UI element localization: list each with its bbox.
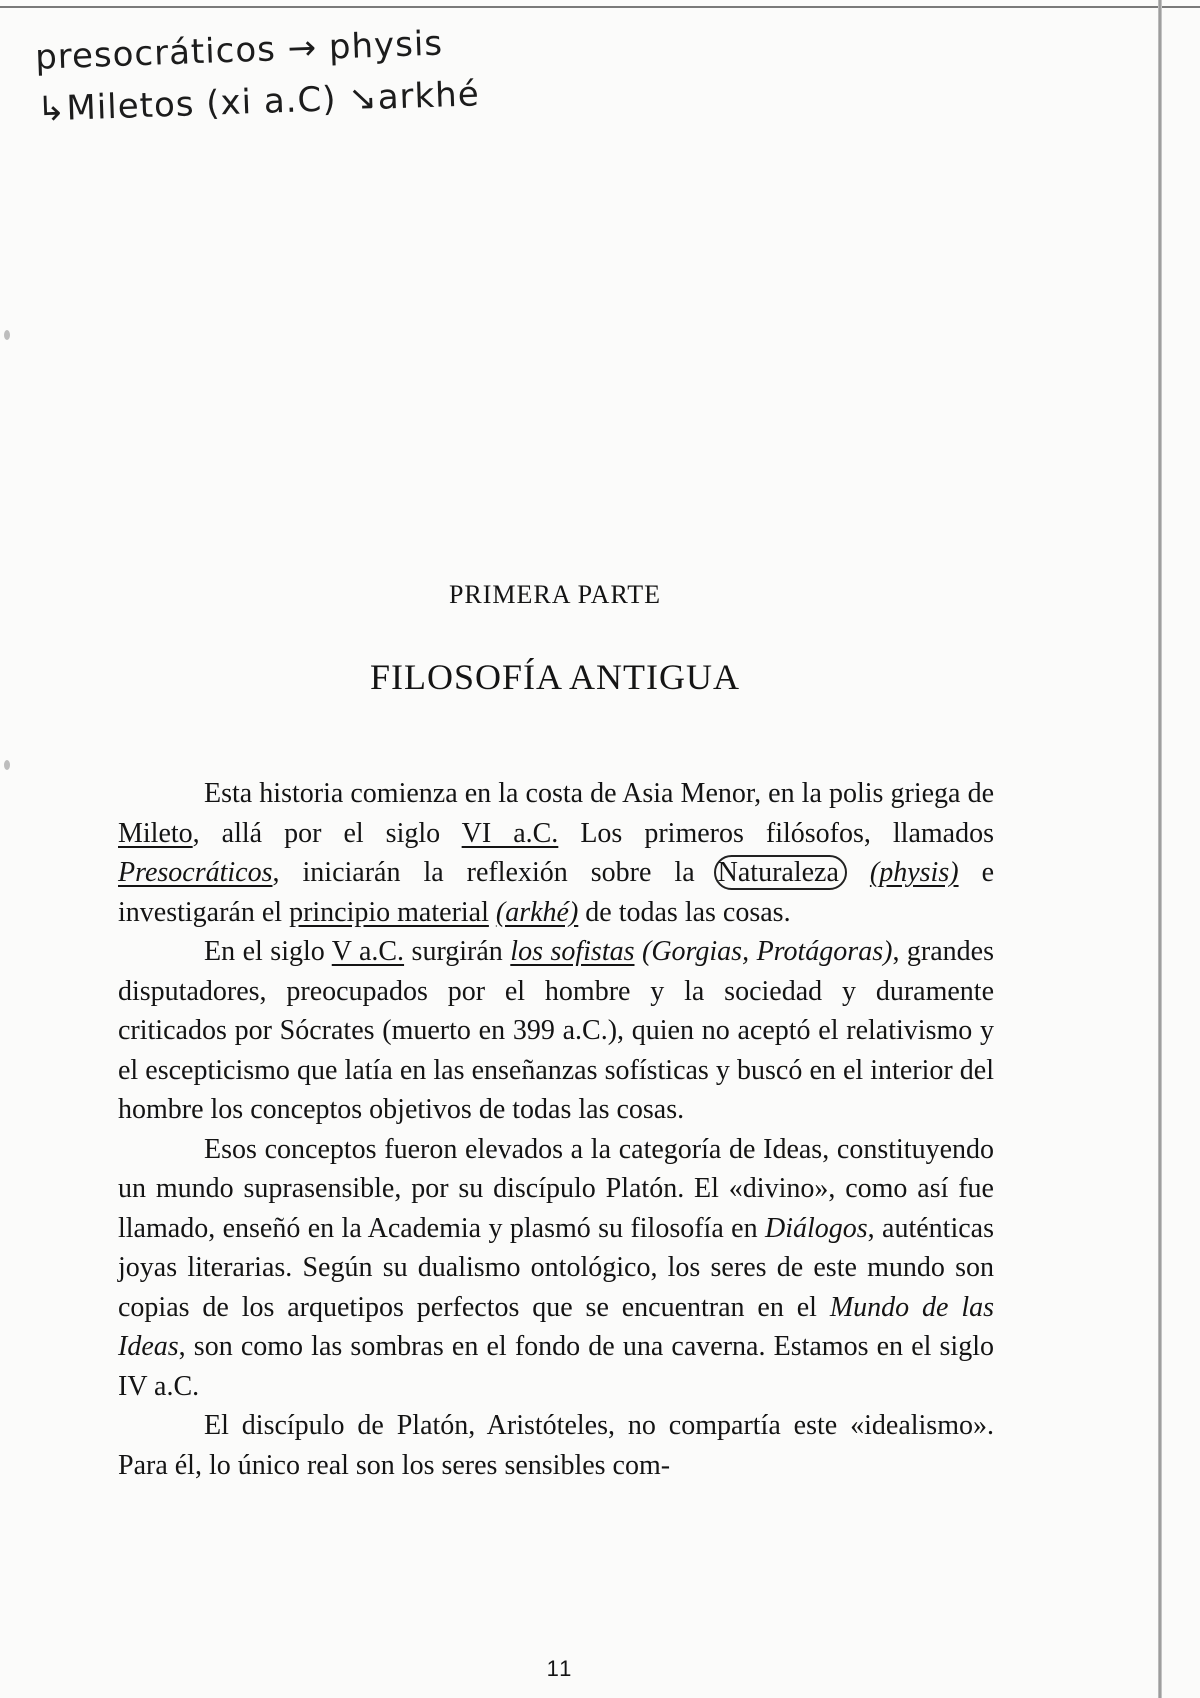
handwritten-annotation: [34, 16, 480, 135]
page-right-edge: [1158, 0, 1162, 1698]
circled-term: Naturaleza: [714, 855, 847, 890]
handwritten-line: presocráticos → physis: [34, 23, 444, 78]
underlined-term: V a.C.: [331, 936, 405, 967]
scan-speck: [4, 330, 10, 340]
paragraph: Esta historia comienza en la costa de Asia Menor, en la polis griega de Mileto, allá por el siglo VI a.C. Los primeros filósofos, llamados Presocráticos, iniciarán la reflexión sobre la Naturaleza (physis) e investigarán el principio material (arkhé) de todas las cosas.: [118, 778, 994, 928]
underlined-term: los sofistas: [510, 936, 635, 967]
paragraph: Esos conceptos fueron elevados a la categoría de Ideas, constituyendo un mundo suprasensible, por su discípulo Platón. El «divino», como así fue llamado, enseñó en la Academia y plasmó su filosofía en Diálogos, auténticas joyas literarias. Según su dualismo ontológico, los seres de este mundo son copias de los arquetipos perfectos que se encuentran en el Mundo de las Ideas, son como las sombras en el fondo de una caverna. Estamos en el siglo IV a.C.: [118, 1133, 995, 1402]
chapter-title: FILOSOFÍA ANTIGUA: [369, 657, 741, 697]
underlined-term: (arkhé): [495, 896, 579, 928]
scan-speck: [4, 760, 10, 770]
body-text: [118, 774, 994, 1485]
underlined-term: Mileto: [118, 817, 193, 849]
handwritten-line: ↳Miletos (xi a.C) ↘arkhé: [36, 74, 481, 130]
part-heading: PRIMERA PARTE: [448, 580, 662, 609]
underlined-term: Presocráticos: [118, 857, 273, 888]
underlined-term: VI a.C.: [461, 817, 559, 849]
paragraph: En el siglo V a.C. surgirán los sofistas (Gorgias, Protágoras), grandes disputadores, preocupados por el hombre y la sociedad y duramente criticados por Sócrates (muerto en 399 a.C.), quien no aceptó el relativismo y el escepticismo que latía en las enseñanzas sofísticas y buscó en el interior del hombre los conceptos objetivos de todas las cosas.: [118, 936, 995, 1125]
scan-top-edge: [0, 6, 1200, 8]
paragraph: El discípulo de Platón, Aristóteles, no compartía este «idealismo». Para él, lo único real son los seres sensibles com-: [118, 1410, 994, 1481]
page-number: 11: [546, 1656, 574, 1681]
underlined-term: principio material: [289, 896, 489, 928]
underlined-term: (physis): [869, 857, 959, 888]
